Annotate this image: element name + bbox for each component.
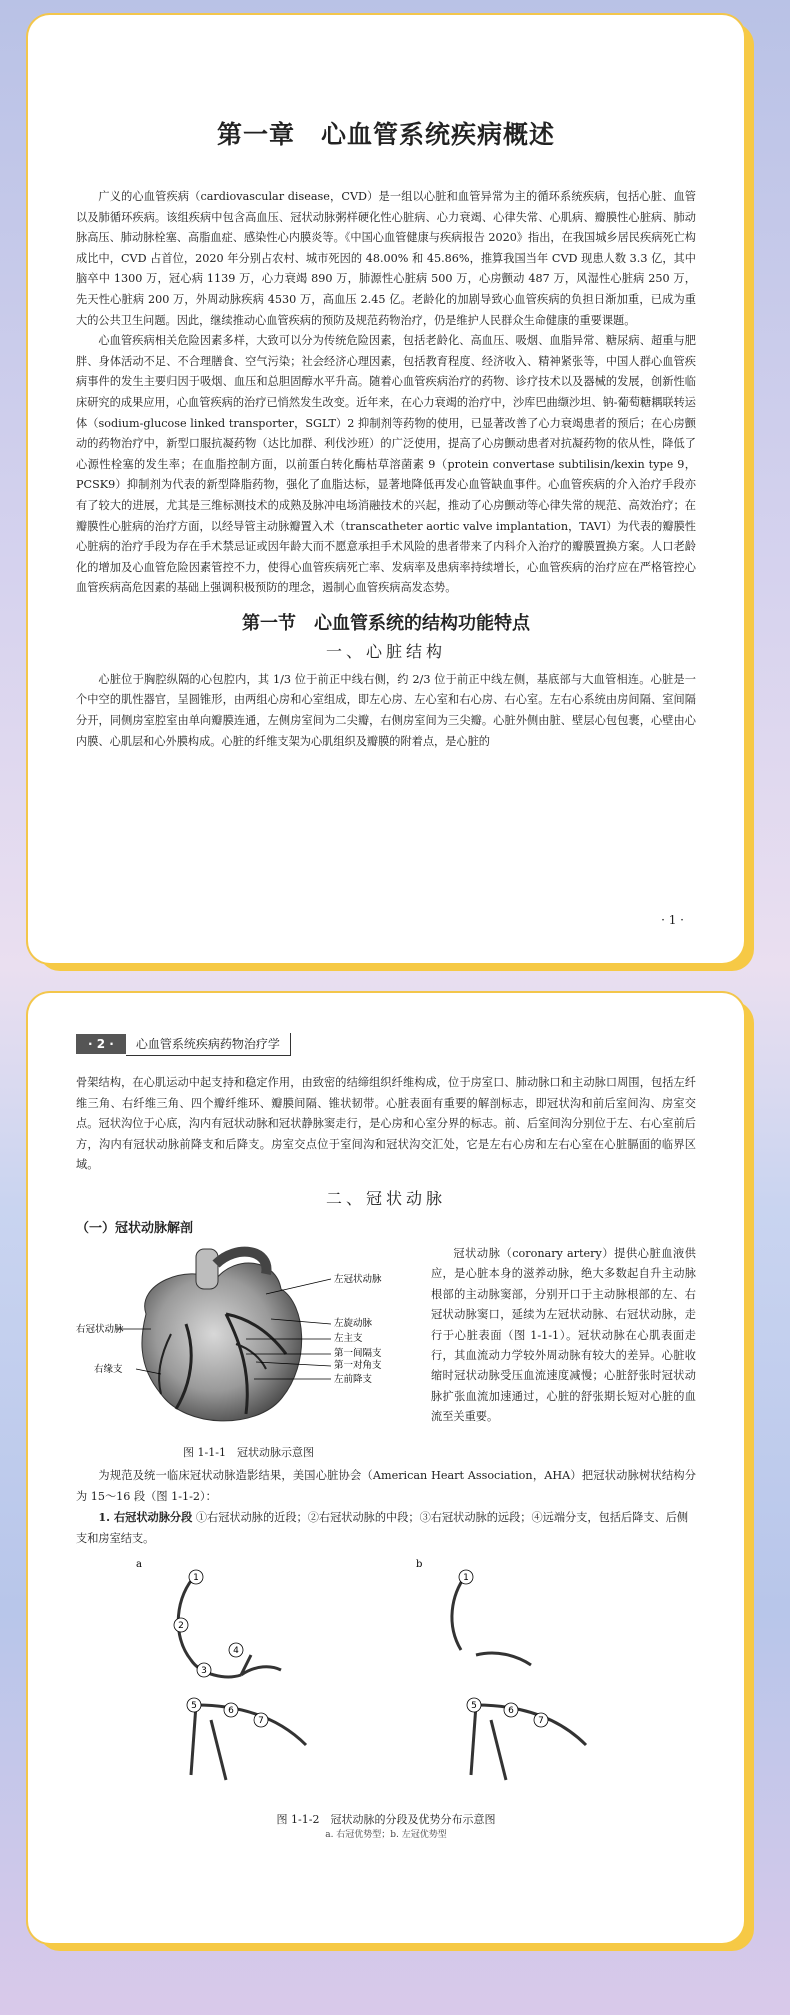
running-head	[76, 1031, 696, 1057]
paragraph: 心脏位于胸腔纵隔的心包腔内，其 1/3 位于前正中线右侧，约 2/3 位于前正中线左侧，基底部与大血管相连。心脏是一个中空的肌性器官，呈圆锥形，由两组心房和心室组成，即左心房、左心室和右心房、右心室。左右心系统由房间隔、室间隔分开，同侧房室腔室由单向瓣膜连通，左侧房室间为二尖瓣，右侧房室间为三尖瓣。心脏外侧由脏、壁层心包包裹，心壁由心内膜、心肌层和心外膜构成。心脏的纤维支架为心肌组织及瓣膜的附着点，是心脏的	[76, 672, 696, 748]
fig-label: 左前降支	[334, 1373, 373, 1385]
fig-label: 第一对角支	[334, 1359, 382, 1371]
segment-label: 4	[233, 1646, 239, 1657]
fig-label: 右缘支	[94, 1363, 123, 1375]
figure-caption: 图 1-1-1 冠状动脉示意图	[183, 1445, 314, 1459]
segment-label: 1	[193, 1573, 199, 1584]
fig-label: 左冠状动脉	[334, 1273, 382, 1285]
paragraph: 广义的心血管疾病（cardiovascular disease，CVD）是一组以心脏和血管异常为主的循环系统疾病，包括心脏、血管以及肺循环疾病。该组疾病中包含高血压、冠状动脉粥样硬化性心脏病、心力衰竭、心律失常、心肌病、瓣膜性心脏病、肺动脉高压、肺动脉栓塞、高脂血症、感染性心内膜炎等。《中国心血管健康与疾病报告 2020》指出，在我国城乡居民疾病死亡构成比中，CVD 占首位，2020 年分别占农村、城市死因的 48.00% 和 45.86%，推算我国当年 CVD 现患人数 3.3 亿，其中脑卒中 1300 万，冠心病 1139 万，心力衰竭 890 万，肺源性心脏病 500 万，心房颤动 487 万，风湿性心脏病 250 万，先天性心脏病 200 万，外周动脉疾病 4530 万，高血压 2.45 亿。老龄化的加剧导致心血管疾病的负担日渐加重，已成为重大的公共卫生问题。因此，继续推动心血管疾病的预防及规范药物治疗，仍是维护人民群众生命健康的重要课题。	[76, 190, 696, 327]
panel-label-b: b	[416, 1559, 423, 1571]
list-item-label: 1. 右冠状动脉分段	[98, 1510, 193, 1525]
section-heading: 二、冠状动脉	[325, 1188, 446, 1208]
segment-label: 5	[191, 1701, 197, 1712]
subsection-title: 一、心脏结构	[325, 641, 446, 661]
paragraph: 冠状动脉（coronary artery）提供心脏血液供应，是心脏本身的滋养动脉，绝大多数起自升主动脉根部的主动脉窦部，分别开口于主动脉根部的左、右冠状动脉窦口，延续为左冠状动脉、右冠状动脉，走行于心脏表面（图 1-1-1）。冠状动脉在心肌表面走行，其血流动力学较外周动脉有较大的差异。心脏收缩时冠状动脉受压血流速度减慢；心脏舒张时冠状动脉扩张血流加速通过，心脏的舒张期长短对心脏的血流至关重要。	[431, 1246, 696, 1424]
figure-1-1-1	[76, 1244, 421, 1460]
fig-label: 左主支	[334, 1332, 363, 1344]
running-head-title: 心血管系统疾病药物治疗学	[126, 1033, 291, 1056]
segment-label: 7	[258, 1716, 264, 1727]
paragraph: 为规范及统一临床冠状动脉造影结果，美国心脏协会（American Heart Association，AHA）把冠状动脉树状结构分为 15～16 段（图 1-1-2）：	[76, 1468, 696, 1503]
list-item-text: ①右冠状动脉的近段；②右冠状动脉的中段；③右冠状动脉的远段；④远端分支，包括后降支、后侧支和房室结支。	[76, 1511, 689, 1545]
segment-label: 2	[178, 1621, 184, 1632]
segment-label: 5	[471, 1701, 477, 1712]
section-title: 第一节 心血管系统的结构功能特点	[242, 612, 530, 634]
paragraph: 骨架结构，在心肌运动中起支持和稳定作用，由致密的结缔组织纤维构成，位于房室口、肺动脉口和主动脉口周围，包括左纤维三角、右纤维三角、四个瓣纤维环、瓣膜间隔、锥状韧带。心脏表面有重要的解剖标志，即冠状沟和前后室间沟、房室交点。冠状沟位于心底，沟内有冠状动脉和冠状静脉窦走行，是心房和心室分界的标志。前、后室间沟分别位于左、右心室前后方，沟内有冠状动脉前降支和后降支。房室交点位于室间沟和冠状沟交汇处，它是左右心房和左右心室在心脏膈面的临界区域。	[76, 1076, 696, 1172]
segment-label: 3	[201, 1666, 207, 1677]
segment-label: 1	[463, 1573, 469, 1584]
fig-label: 第一间隔支	[334, 1347, 382, 1359]
fig-label: 左旋动脉	[334, 1317, 373, 1329]
list-item	[76, 1507, 696, 1549]
segment-label: 6	[228, 1706, 234, 1717]
figure-1-1-2	[76, 1555, 696, 1805]
figure-subcaption: a. 右冠优势型；b. 左冠优势型	[325, 1830, 447, 1841]
figure-caption: 图 1-1-2 冠状动脉的分段及优势分布示意图	[276, 1813, 496, 1827]
heart-illustration	[76, 1244, 421, 1434]
page-card-1	[28, 15, 744, 963]
figure-side-text	[431, 1244, 696, 1460]
segment-label: 7	[538, 1716, 544, 1727]
running-head-page-number: · 2 ·	[76, 1034, 126, 1054]
page-card-2	[28, 993, 744, 1943]
panel-label-a: a	[136, 1559, 142, 1571]
subsection-heading: （一）冠状动脉解剖	[76, 1220, 194, 1236]
fig-label: 右冠状动脉	[76, 1323, 124, 1335]
figure-row	[76, 1244, 696, 1460]
segment-label: 6	[508, 1706, 514, 1717]
paragraph: 心血管疾病相关危险因素多样，大致可以分为传统危险因素，包括老龄化、高血压、吸烟、血脂异常、糖尿病、超重与肥胖、身体活动不足、不合理膳食、空气污染；社会经济心理因素，包括教育程度、经济收入、精神紧张等，中国人群心血管疾病事件的发生主要归因于吸烟、血压和总胆固醇水平升高。随着心血管疾病治疗的药物、诊疗技术以及器械的发展，创新性临床研究的成果应用，心血管疾病的治疗已悄然发生改变。近年来，在心力衰竭的治疗中，沙库巴曲缬沙坦、钠-葡萄糖耦联转运体（sodium-glucose linked transporter，SGLT）2 抑制剂等药物的使用，已显著改善了心力衰竭患者的预后；在心房颤动的药物治疗中，新型口服抗凝药物（达比加群、利伐沙班）的广泛使用，提高了心房颤动患者对抗凝药物的依从性，降低了心源性栓塞的发生率；在血脂控制方面，以前蛋白转化酶枯草溶菌素 9（protein convertase subtilisin/kexin type 9，PCSK9）抑制剂为代表的新型降脂药物，强化了血脂达标，显著地降低再发心血管缺血事件。心血管疾病的介入治疗手段亦有了较大的进展，尤其是三维标测技术的成熟及脉冲电场消融技术的兴起，推动了心房颤动等心律失常的规范、高效治疗；在瓣膜性心脏病的治疗方面，以经导管主动脉瓣置入术（transcatheter aortic valve implantation，TAVI）为代表的瓣膜性心脏病的治疗手段为存在手术禁忌证或因年龄大而不愿意承担手术风险的患者带来了内科介入治疗的瓣膜置换方案。人口老龄化的增加及心血管危险因素管控不力，使得心血管疾病死亡率、发病率及患病率持续增长，心血管疾病的治疗应在严格管控心血管疾病高危因素的基础上强调积极预防的理念，遏制心血管疾病高发态势。	[76, 334, 696, 595]
page-number: · 1 ·	[661, 913, 684, 927]
chapter-title: 第一章 心血管系统疾病概述	[216, 120, 555, 149]
